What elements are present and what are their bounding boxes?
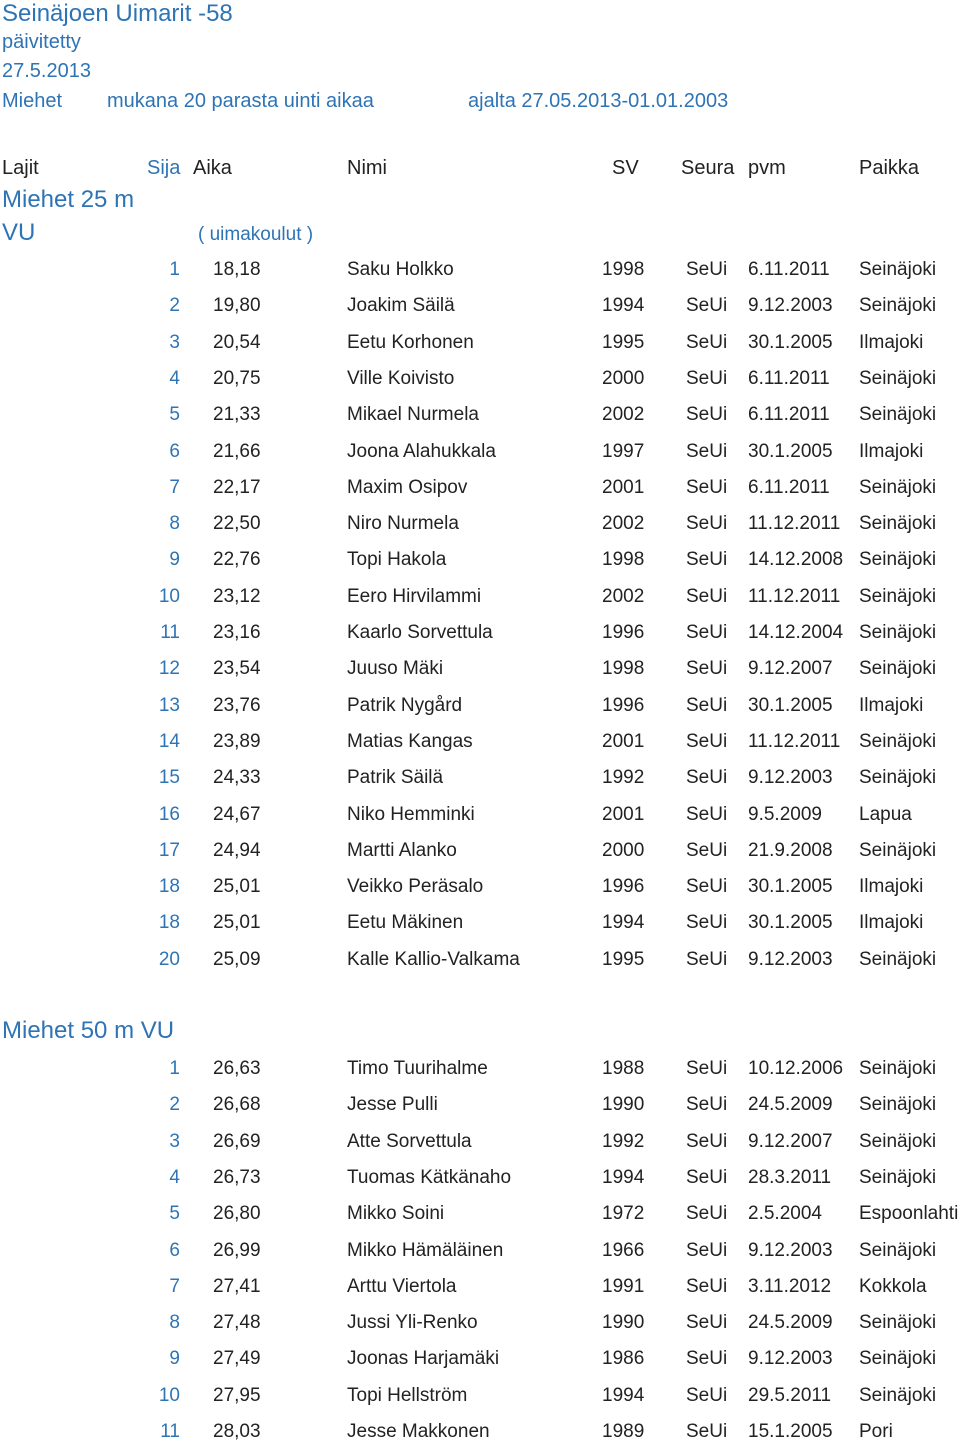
name-cell: Joakim Säilä	[347, 295, 455, 317]
table-row	[0, 876, 960, 906]
birth-year-cell: 2000	[602, 367, 645, 389]
time-cell: 27,41	[213, 1275, 261, 1297]
rank-cell: 7	[169, 1275, 180, 1297]
column-lajit: Lajit	[2, 157, 39, 179]
birth-year-cell: 1972	[602, 1203, 645, 1225]
club-cell: SeUi	[686, 331, 728, 353]
time-cell: 25,09	[213, 948, 261, 970]
name-cell: Mikael Nurmela	[347, 404, 479, 426]
club-cell: SeUi	[686, 1058, 728, 1079]
rank-cell: 5	[169, 1203, 180, 1225]
column-aika: Aika	[193, 157, 232, 179]
table-row	[0, 1348, 960, 1378]
date-cell: 9.12.2003	[748, 1348, 833, 1370]
rank-cell: 9	[169, 1348, 180, 1370]
club-cell: SeUi	[686, 876, 728, 898]
birth-year-cell: 1994	[602, 912, 645, 934]
birth-year-cell: 1966	[602, 1239, 645, 1261]
name-cell: Mikko Soini	[347, 1203, 445, 1225]
table-row	[0, 1094, 960, 1124]
birth-year-cell: 1995	[602, 331, 645, 353]
place-cell: Seinäjoki	[859, 1384, 937, 1406]
place-cell: Ilmajoki	[859, 331, 924, 353]
club-cell: SeUi	[686, 1275, 728, 1297]
time-cell: 26,99	[213, 1239, 261, 1261]
table-row	[0, 1312, 960, 1342]
club-cell: SeUi	[686, 1239, 728, 1261]
birth-year-cell: 1996	[602, 622, 645, 643]
name-cell: Jussi Yli-Renko	[347, 1312, 478, 1334]
birth-year-cell: 2001	[602, 476, 645, 498]
table-row	[0, 658, 960, 688]
place-cell: Seinäjoki	[859, 295, 937, 317]
date-cell: 11.12.2011	[748, 730, 841, 752]
rank-cell: 11	[160, 1421, 180, 1442]
club-cell: SeUi	[686, 513, 728, 535]
subtitle-gender: Miehet	[2, 90, 63, 112]
table-row	[0, 622, 960, 652]
date-cell: 30.1.2005	[748, 912, 833, 934]
date-cell: 6.11.2011	[748, 367, 830, 389]
place-cell: Seinäjoki	[859, 259, 937, 280]
club-cell: SeUi	[686, 585, 728, 607]
club-cell: SeUi	[686, 730, 728, 752]
rank-cell: 7	[169, 476, 180, 498]
subtitle-period: ajalta 27.05.2013-01.01.2003	[468, 90, 729, 112]
date-cell: 24.5.2009	[748, 1094, 833, 1116]
time-cell: 23,12	[213, 585, 261, 607]
date-cell: 6.11.2011	[748, 259, 830, 280]
place-cell: Seinäjoki	[859, 1348, 937, 1370]
time-cell: 24,67	[213, 803, 261, 825]
time-cell: 23,76	[213, 694, 261, 716]
place-cell: Espoonlahti	[859, 1203, 959, 1225]
column-pvm: pvm	[748, 157, 786, 179]
date-cell: 9.5.2009	[748, 803, 822, 825]
place-cell: Seinäjoki	[859, 1130, 937, 1152]
date-cell: 3.11.2012	[748, 1275, 832, 1297]
rank-cell: 11	[160, 622, 180, 643]
birth-year-cell: 2002	[602, 404, 645, 426]
rank-cell: 14	[158, 730, 180, 752]
time-cell: 28,03	[213, 1421, 261, 1442]
club-cell: SeUi	[686, 549, 728, 571]
club-cell: SeUi	[686, 476, 728, 498]
subtitle-description: mukana 20 parasta uinti aikaa	[107, 90, 374, 112]
name-cell: Kaarlo Sorvettula	[347, 622, 493, 643]
table-row	[0, 767, 960, 797]
time-cell: 26,80	[213, 1203, 261, 1225]
rank-cell: 15	[158, 767, 180, 789]
place-cell: Seinäjoki	[859, 476, 937, 498]
time-cell: 22,17	[213, 476, 261, 498]
place-cell: Seinäjoki	[859, 1239, 937, 1261]
table-row	[0, 513, 960, 543]
date-cell: 11.12.2011	[748, 513, 841, 535]
date-cell: 15.1.2005	[748, 1421, 833, 1442]
table-row	[0, 586, 960, 616]
table-row	[0, 368, 960, 398]
time-cell: 23,16	[213, 622, 261, 643]
column-paikka: Paikka	[859, 157, 920, 179]
rank-cell: 18	[158, 876, 180, 898]
time-cell: 22,76	[213, 549, 261, 571]
birth-year-cell: 1997	[602, 440, 645, 462]
time-cell: 26,73	[213, 1166, 261, 1188]
place-cell: Ilmajoki	[859, 440, 924, 462]
time-cell: 22,50	[213, 513, 261, 535]
table-row	[0, 1167, 960, 1197]
club-cell: SeUi	[686, 839, 728, 861]
birth-year-cell: 1992	[602, 767, 645, 789]
rank-cell: 1	[169, 1058, 180, 1079]
table-row	[0, 549, 960, 579]
date-cell: 2.5.2004	[748, 1203, 822, 1225]
time-cell: 26,68	[213, 1094, 261, 1116]
name-cell: Timo Tuurihalme	[347, 1058, 488, 1079]
rank-cell: 12	[158, 658, 180, 680]
birth-year-cell: 1995	[602, 948, 645, 970]
time-cell: 24,94	[213, 839, 261, 861]
place-cell: Seinäjoki	[859, 1058, 937, 1079]
birth-year-cell: 1998	[602, 549, 645, 571]
table-row	[0, 441, 960, 471]
club-cell: SeUi	[686, 658, 728, 680]
date-cell: 9.12.2003	[748, 1239, 833, 1261]
club-cell: SeUi	[686, 404, 728, 426]
date-cell: 10.12.2006	[748, 1058, 844, 1079]
birth-year-cell: 1991	[602, 1275, 645, 1297]
rank-cell: 4	[169, 367, 180, 389]
table-row	[0, 804, 960, 834]
date-cell: 9.12.2003	[748, 948, 833, 970]
name-cell: Saku Holkko	[347, 259, 454, 280]
rank-cell: 10	[158, 585, 180, 607]
name-cell: Eetu Mäkinen	[347, 912, 464, 934]
name-cell: Jesse Pulli	[347, 1094, 438, 1116]
birth-year-cell: 1990	[602, 1312, 645, 1334]
place-cell: Ilmajoki	[859, 876, 924, 898]
time-cell: 21,66	[213, 440, 261, 462]
name-cell: Juuso Mäki	[347, 658, 444, 680]
rank-cell: 5	[169, 404, 180, 426]
club-cell: SeUi	[686, 440, 728, 462]
birth-year-cell: 2002	[602, 513, 645, 535]
rank-cell: 2	[169, 1094, 180, 1116]
rank-cell: 2	[169, 295, 180, 317]
place-cell: Ilmajoki	[859, 912, 924, 934]
date-cell: 24.5.2009	[748, 1312, 833, 1334]
place-cell: Seinäjoki	[859, 549, 937, 571]
time-cell: 21,33	[213, 404, 261, 426]
club-cell: SeUi	[686, 1348, 728, 1370]
place-cell: Seinäjoki	[859, 367, 937, 389]
time-cell: 19,80	[213, 295, 261, 317]
name-cell: Arttu Viertola	[347, 1275, 457, 1297]
place-cell: Kokkola	[859, 1275, 927, 1297]
club-cell: SeUi	[686, 1166, 728, 1188]
name-cell: Niko Hemminki	[347, 803, 475, 825]
date-cell: 29.5.2011	[748, 1384, 832, 1406]
rank-cell: 6	[169, 440, 180, 462]
time-cell: 25,01	[213, 912, 261, 934]
name-cell: Eetu Korhonen	[347, 331, 474, 353]
birth-year-cell: 2001	[602, 803, 645, 825]
name-cell: Jesse Makkonen	[347, 1421, 490, 1442]
date-cell: 11.12.2011	[748, 585, 841, 607]
birth-year-cell: 1986	[602, 1348, 645, 1370]
date-cell: 9.12.2003	[748, 767, 833, 789]
time-cell: 20,54	[213, 331, 261, 353]
rank-cell: 17	[158, 839, 180, 861]
club-cell: SeUi	[686, 622, 728, 643]
club-cell: SeUi	[686, 367, 728, 389]
birth-year-cell: 1998	[602, 259, 645, 280]
document-title: Seinäjoen Uimarit -58	[2, 0, 233, 27]
name-cell: Ville Koivisto	[347, 367, 455, 389]
section-note: ( uimakoulut )	[198, 224, 314, 245]
birth-year-cell: 1996	[602, 876, 645, 898]
place-cell: Pori	[859, 1421, 893, 1442]
rank-cell: 3	[169, 331, 180, 353]
rank-cell: 13	[158, 694, 180, 716]
club-cell: SeUi	[686, 1384, 728, 1406]
rank-cell: 3	[169, 1130, 180, 1152]
table-row	[0, 1276, 960, 1306]
table-row	[0, 1385, 960, 1415]
table-row	[0, 912, 960, 942]
rank-cell: 9	[169, 549, 180, 571]
club-cell: SeUi	[686, 948, 728, 970]
section-title: Miehet 50 m VU	[2, 1017, 175, 1044]
name-cell: Topi Hakola	[347, 549, 447, 571]
club-cell: SeUi	[686, 1421, 728, 1442]
club-cell: SeUi	[686, 1203, 728, 1225]
club-cell: SeUi	[686, 1312, 728, 1334]
date-cell: 6.11.2011	[748, 476, 830, 498]
time-cell: 24,33	[213, 767, 261, 789]
rank-cell: 20	[158, 948, 180, 970]
section-subtitle: VU	[2, 219, 36, 246]
name-cell: Joona Alahukkala	[347, 440, 496, 462]
rank-cell: 1	[169, 259, 180, 280]
time-cell: 26,69	[213, 1130, 261, 1152]
time-cell: 27,95	[213, 1384, 261, 1406]
time-cell: 23,54	[213, 658, 261, 680]
date-cell: 30.1.2005	[748, 694, 833, 716]
date-cell: 28.3.2011	[748, 1166, 832, 1188]
place-cell: Seinäjoki	[859, 1166, 937, 1188]
place-cell: Seinäjoki	[859, 622, 937, 643]
place-cell: Seinäjoki	[859, 513, 937, 535]
birth-year-cell: 1994	[602, 1384, 645, 1406]
name-cell: Patrik Nygård	[347, 694, 463, 716]
place-cell: Ilmajoki	[859, 694, 924, 716]
updated-label: päivitetty	[2, 31, 81, 53]
table-row	[0, 1203, 960, 1233]
column-nimi: Nimi	[347, 157, 387, 179]
date-cell: 21.9.2008	[748, 839, 833, 861]
birth-year-cell: 1998	[602, 658, 645, 680]
date-cell: 9.12.2007	[748, 658, 833, 680]
date-cell: 30.1.2005	[748, 876, 833, 898]
table-row	[0, 332, 960, 362]
name-cell: Matias Kangas	[347, 730, 473, 752]
rank-cell: 16	[158, 803, 180, 825]
name-cell: Mikko Hämäläinen	[347, 1239, 504, 1261]
club-cell: SeUi	[686, 803, 728, 825]
rank-cell: 4	[169, 1166, 180, 1188]
place-cell: Seinäjoki	[859, 839, 937, 861]
name-cell: Eero Hirvilammi	[347, 585, 482, 607]
birth-year-cell: 1996	[602, 694, 645, 716]
place-cell: Seinäjoki	[859, 658, 937, 680]
place-cell: Lapua	[859, 803, 912, 825]
name-cell: Veikko Peräsalo	[347, 876, 484, 898]
time-cell: 26,63	[213, 1058, 261, 1079]
table-row	[0, 477, 960, 507]
table-row	[0, 295, 960, 325]
name-cell: Patrik Säilä	[347, 767, 444, 789]
name-cell: Topi Hellström	[347, 1384, 468, 1406]
date-cell: 14.12.2008	[748, 549, 844, 571]
name-cell: Kalle Kallio-Valkama	[347, 948, 520, 970]
rank-cell: 18	[158, 912, 180, 934]
place-cell: Seinäjoki	[859, 1094, 937, 1116]
club-cell: SeUi	[686, 1130, 728, 1152]
date-cell: 30.1.2005	[748, 331, 833, 353]
club-cell: SeUi	[686, 767, 728, 789]
rank-cell: 8	[169, 513, 180, 535]
name-cell: Niro Nurmela	[347, 513, 459, 535]
time-cell: 20,75	[213, 367, 261, 389]
name-cell: Joonas Harjamäki	[347, 1348, 500, 1370]
place-cell: Seinäjoki	[859, 767, 937, 789]
column-sija: Sija	[147, 157, 181, 179]
section-title: Miehet 25 m	[2, 186, 135, 213]
updated-date: 27.5.2013	[2, 60, 91, 82]
date-cell: 6.11.2011	[748, 404, 830, 426]
birth-year-cell: 1994	[602, 295, 645, 317]
rank-cell: 6	[169, 1239, 180, 1261]
place-cell: Seinäjoki	[859, 404, 937, 426]
birth-year-cell: 1992	[602, 1130, 645, 1152]
date-cell: 9.12.2003	[748, 295, 833, 317]
table-row	[0, 731, 960, 761]
name-cell: Tuomas Kätkänaho	[347, 1166, 512, 1188]
birth-year-cell: 2002	[602, 585, 645, 607]
table-row	[0, 1240, 960, 1270]
table-row	[0, 1058, 960, 1088]
place-cell: Seinäjoki	[859, 948, 937, 970]
table-row	[0, 259, 960, 289]
date-cell: 30.1.2005	[748, 440, 833, 462]
birth-year-cell: 1988	[602, 1058, 645, 1079]
table-row	[0, 1131, 960, 1161]
place-cell: Seinäjoki	[859, 1312, 937, 1334]
club-cell: SeUi	[686, 259, 728, 280]
date-cell: 14.12.2004	[748, 622, 844, 643]
time-cell: 27,48	[213, 1312, 261, 1334]
time-cell: 23,89	[213, 730, 261, 752]
birth-year-cell: 1990	[602, 1094, 645, 1116]
name-cell: Atte Sorvettula	[347, 1130, 472, 1152]
table-row	[0, 695, 960, 725]
club-cell: SeUi	[686, 1094, 728, 1116]
club-cell: SeUi	[686, 912, 728, 934]
place-cell: Seinäjoki	[859, 730, 937, 752]
place-cell: Seinäjoki	[859, 585, 937, 607]
club-cell: SeUi	[686, 694, 728, 716]
table-row	[0, 949, 960, 979]
club-cell: SeUi	[686, 295, 728, 317]
column-sv: SV	[612, 157, 639, 179]
date-cell: 9.12.2007	[748, 1130, 833, 1152]
rank-cell: 8	[169, 1312, 180, 1334]
rank-cell: 10	[158, 1384, 180, 1406]
column-seura: Seura	[681, 157, 735, 179]
name-cell: Maxim Osipov	[347, 476, 468, 498]
birth-year-cell: 1994	[602, 1166, 645, 1188]
time-cell: 18,18	[213, 259, 261, 280]
table-row	[0, 840, 960, 870]
time-cell: 25,01	[213, 876, 261, 898]
birth-year-cell: 1989	[602, 1421, 645, 1442]
name-cell: Martti Alanko	[347, 839, 457, 861]
birth-year-cell: 2000	[602, 839, 645, 861]
table-row	[0, 404, 960, 434]
time-cell: 27,49	[213, 1348, 261, 1370]
birth-year-cell: 2001	[602, 730, 645, 752]
